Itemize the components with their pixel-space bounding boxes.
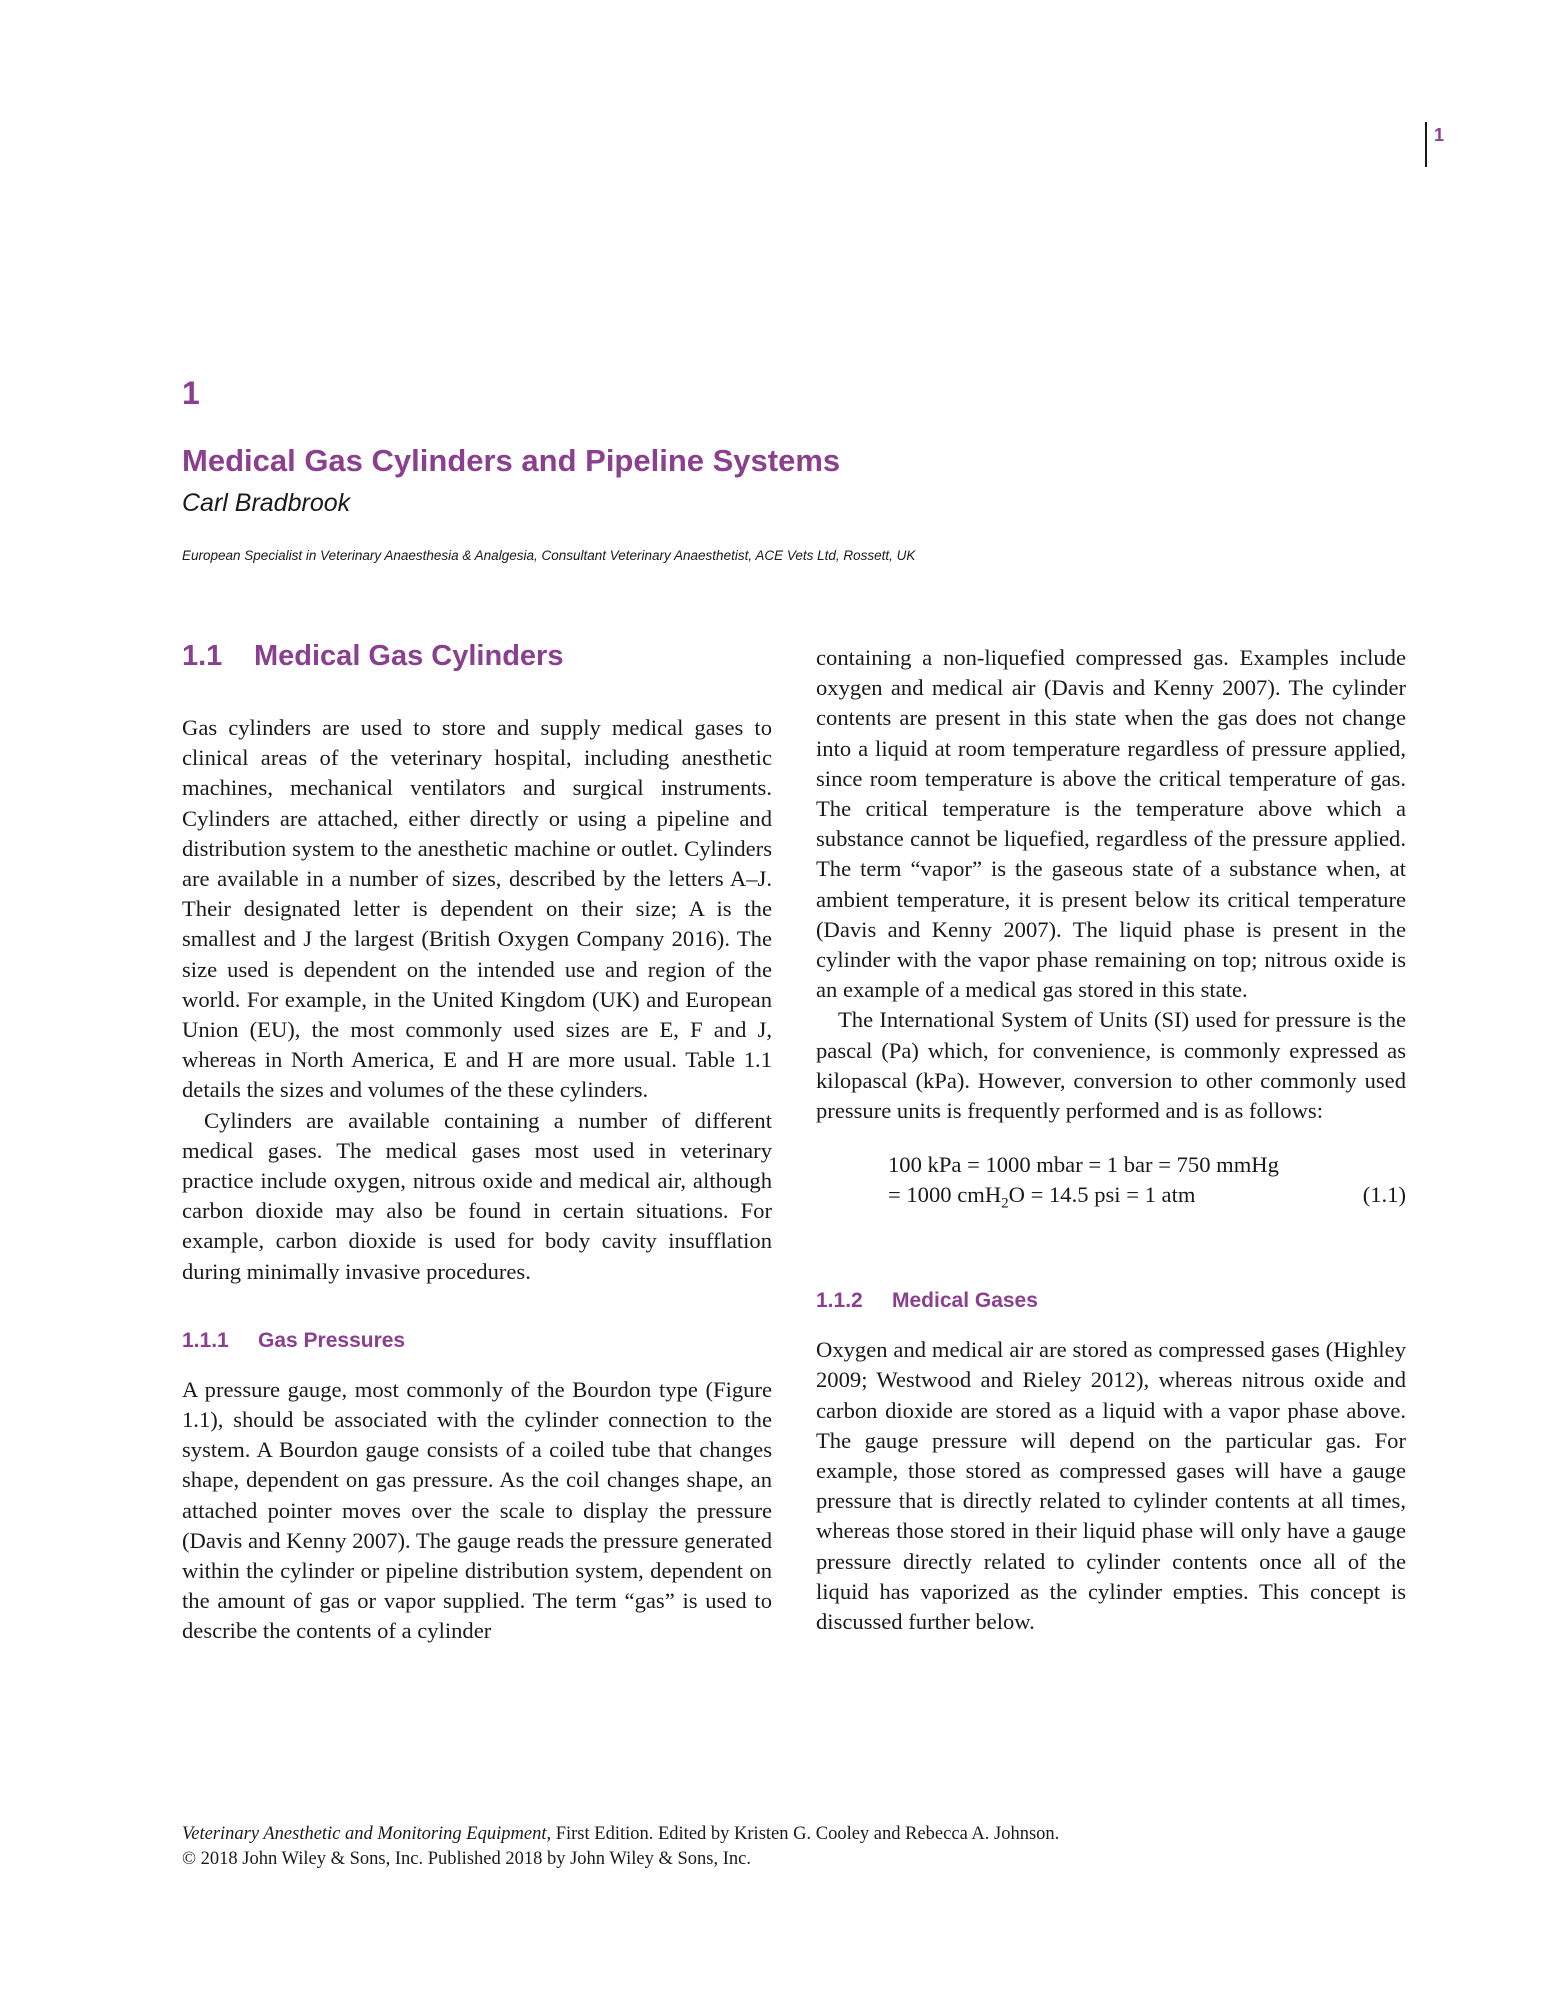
equation-1-1: [816, 1150, 1406, 1219]
left-column: [182, 640, 772, 1647]
book-title: Veterinary Anesthetic and Monitoring Equipment: [182, 1824, 547, 1844]
equation-text: O = 14.5 psi = 1 atm: [1008, 1182, 1196, 1208]
author-affiliation: European Specialist in Veterinary Anaesthesia & Analgesia, Consultant Veterinary Anaesthetist, ACE Vets Ltd, Rossett, UK: [182, 548, 916, 563]
section-heading-1-1: [182, 640, 772, 673]
paragraph: A pressure gauge, most commonly of the Bourdon type (Figure 1.1), should be associated with the cylinder connection to the system. A Bourdon gauge consists of a coiled tube that changes shape, dependent on gas pressure. As the coil changes shape, an attached pointer moves over the scale to display the pressure (Davis and Kenny 2007). The gauge reads the pressure generated within the cylinder or pipeline distribution system, dependent on the amount of gas or vapor supplied. The term “gas” is used to describe the contents of a cylinder: [182, 1376, 772, 1644]
section-title: Medical Gas Cylinders: [254, 640, 564, 672]
right-column: [816, 643, 1406, 1637]
subsection-heading-1-1-2: [816, 1289, 1406, 1313]
subsection-number: 1.1.1: [182, 1328, 229, 1352]
edition-editors: , First Edition. Edited by Kristen G. Cooley and Rebecca A. Johnson.: [546, 1824, 1060, 1844]
paragraph: Cylinders are available containing a number of different medical gases. The medical gases most used in veterinary practice include oxygen, nitrous oxide and medical air, although carbon dioxide may also be found in certain situations. For example, carbon dioxide is used for body cavity insufflation during minimally invasive procedures.: [182, 1107, 772, 1284]
subsection-title: Gas Pressures: [258, 1328, 406, 1352]
paragraph: Oxygen and medical air are stored as compressed gases (Highley 2009; Westwood and Rieley 2012), whereas nitrous oxide and carbon dioxide are stored as a liquid with a vapor phase above. The gauge pressure will depend on the particular gas. For example, those stored as compressed gases will have a gauge pressure that is directly related to cylinder contents at all times, whereas those stored in their liquid phase will only have a gauge pressure directly related to cylinder contents once all of the liquid has vaporized as the cylinder empties. This concept is discussed further below.: [816, 1337, 1406, 1634]
page-number-rule: [1425, 122, 1427, 167]
subsection-heading-1-1-1: [182, 1329, 772, 1353]
footer-line-1: [182, 1822, 1059, 1847]
copyright-footer: [182, 1822, 1059, 1872]
subsection-title: Medical Gases: [892, 1289, 1038, 1313]
chapter-number: 1: [182, 375, 200, 411]
paragraph: Gas cylinders are used to store and supply medical gases to clinical areas of the veterinary hospital, including anesthetic machines, mechanical ventilators and surgical instruments. Cylinders are attached, either directly or using a pipeline and distribution system to the anesthetic machine or outlet. Cylinders are available in a number of sizes, described by the letters A–J. Their designated letter is dependent on their size; A is the smallest and J the largest (British Oxygen Company 2016). The size used is dependent on the intended use and region of the world. For example, in the United Kingdom (UK) and European Union (EU), the most commonly used sizes are E, F and J, whereas in North America, E and H are more usual. Table 1.1 details the sizes and volumes of the these cylinders.: [182, 715, 772, 1103]
equation-text: = 1000 cmH: [888, 1182, 1002, 1208]
equation-subscript: 2: [1001, 1195, 1009, 1212]
section-number: 1.1: [182, 640, 223, 672]
page-number: 1: [1434, 125, 1445, 145]
footer-line-2: © 2018 John Wiley & Sons, Inc. Published 2018 by John Wiley & Sons, Inc.: [182, 1849, 751, 1869]
equation-line-1: 100 kPa = 1000 mbar = 1 bar = 750 mmHg: [888, 1152, 1279, 1178]
equation-line-2: [816, 1180, 1406, 1219]
chapter-author: Carl Bradbrook: [182, 489, 351, 517]
equation-number: (1.1): [1362, 1182, 1406, 1208]
subsection-number: 1.1.2: [816, 1289, 863, 1313]
paragraph: The International System of Units (SI) used for pressure is the pascal (Pa) which, for convenience, is commonly expressed as kilopascal (kPa). However, conversion to other commonly used pressure units is frequently performed and is as follows:: [816, 1007, 1406, 1124]
chapter-title: Medical Gas Cylinders and Pipeline Systems: [182, 443, 841, 478]
paragraph: containing a non-liquefied compressed gas. Examples include oxygen and medical air (Davis and Kenny 2007). The cylinder contents are present in this state when the gas does not change into a liquid at room temperature regardless of pressure applied, since room temperature is above the critical temperature of gas. The critical temperature is the temperature above which a substance cannot be liquefied, regardless of the pressure applied. The term “vapor” is the gaseous state of a substance when, at ambient temperature, it is present below its critical temperature (Davis and Kenny 2007). The liquid phase is present in the cylinder with the vapor phase remaining on top; nitrous oxide is an example of a medical gas stored in this state.: [816, 645, 1406, 1003]
